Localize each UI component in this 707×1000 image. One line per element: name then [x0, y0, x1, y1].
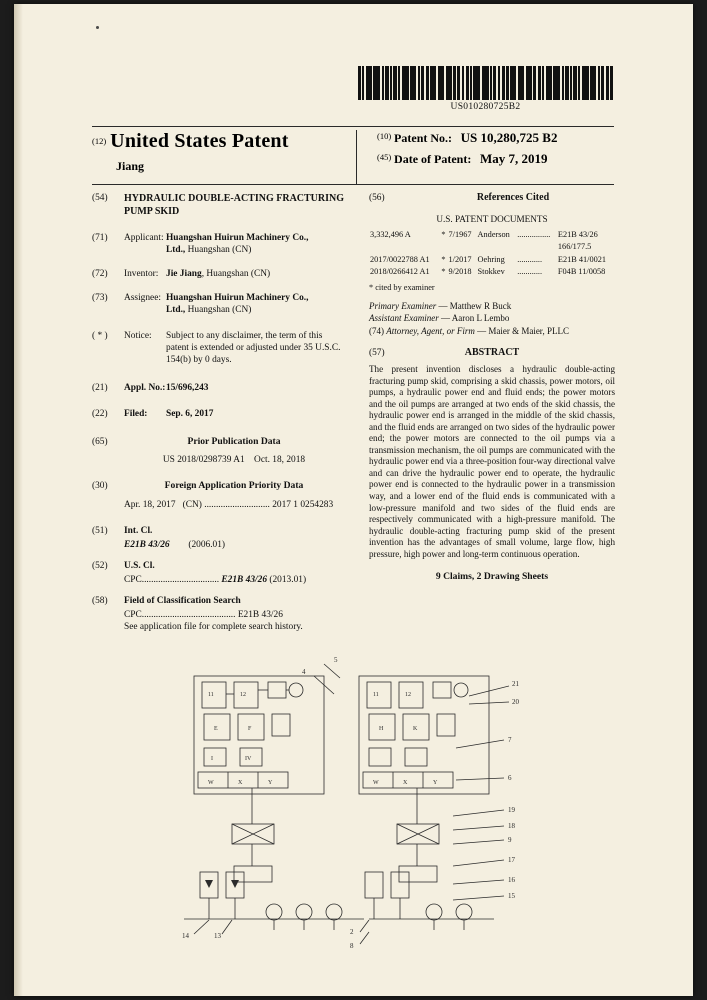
- inventor-city: , Huangshan (CN): [201, 269, 271, 280]
- svg-text:8: 8: [350, 942, 354, 950]
- svg-text:11: 11: [208, 692, 214, 698]
- field-71: [92, 232, 344, 256]
- inventor-surname: Jiang: [116, 159, 145, 173]
- notice-text: Subject to any disclaimer, the term of this patent is extended or adjusted under 35 U.S.C. 154(b) by 0 days.: [166, 331, 341, 366]
- references-table: [369, 230, 615, 280]
- field-notice-num: ( * ): [92, 331, 108, 342]
- ref-patent: 3,332,496 A: [370, 229, 411, 239]
- field-58-num: (58): [92, 596, 108, 607]
- field-52: [92, 560, 344, 586]
- applicant-city: Huangshan (CN): [185, 245, 252, 256]
- uscl-version: (2013.01): [269, 575, 307, 585]
- drawing-svg: [164, 644, 584, 974]
- svg-text:W: W: [208, 780, 214, 786]
- svg-text:6: 6: [508, 774, 512, 782]
- barcode-number: US010280725B2: [450, 102, 521, 112]
- applno-value: 15/696,243: [166, 383, 209, 394]
- table-row: [369, 267, 615, 280]
- code-45: (45): [377, 152, 392, 162]
- svg-text:X: X: [403, 780, 408, 786]
- field-notice: [92, 330, 344, 366]
- svg-text:I: I: [211, 756, 213, 762]
- header-right: [377, 130, 617, 172]
- field-72-num: (72): [92, 269, 108, 280]
- assistant-examiner-line: [369, 313, 615, 325]
- ref-date: 1/2017: [448, 254, 472, 264]
- ref-dots: ................: [517, 229, 551, 239]
- abstract-heading: ABSTRACT: [464, 347, 520, 359]
- foreign-prio-heading: Foreign Application Priority Data: [164, 479, 304, 491]
- field-74-num: (74): [369, 325, 384, 336]
- field-73-num: (73): [92, 293, 108, 304]
- ref-class: E21B 43/26: [557, 229, 598, 239]
- applicant-label: Applicant:: [124, 233, 164, 243]
- table-row: [369, 242, 615, 255]
- svg-text:20: 20: [512, 698, 519, 706]
- field-73: [92, 292, 344, 316]
- assignee-value: [166, 292, 344, 316]
- assistant-examiner-label: Assistant Examiner: [369, 313, 439, 324]
- svg-text:2: 2: [350, 928, 354, 936]
- svg-text:W: W: [373, 780, 379, 786]
- patent-drawing: [164, 644, 584, 974]
- rule-mid: [92, 184, 614, 185]
- inventor-value: [166, 268, 344, 280]
- us-docs-heading: U.S. PATENT DOCUMENTS: [436, 213, 548, 224]
- page-speck: [96, 26, 99, 29]
- intcl-version: (2006.01): [188, 539, 226, 550]
- svg-text:12: 12: [240, 692, 246, 698]
- svg-text:F: F: [248, 726, 252, 732]
- assignee-line2: Ltd.,: [166, 305, 186, 316]
- field-72: [92, 268, 344, 280]
- svg-text:5: 5: [334, 656, 338, 664]
- inventor-name: Jie Jiang: [166, 269, 202, 280]
- applicant-line2: Ltd.,: [166, 245, 186, 256]
- primary-examiner-line: [369, 301, 615, 313]
- filed-value: Sep. 6, 2017: [166, 409, 214, 420]
- patent-number-row: [377, 130, 617, 146]
- code-12: (12): [92, 136, 107, 146]
- ref-date: 9/2018: [448, 267, 472, 277]
- svg-text:21: 21: [512, 680, 519, 688]
- ref-star: *: [441, 254, 446, 264]
- refs-block: [411, 192, 615, 205]
- field-21-num: (21): [92, 383, 108, 394]
- svg-text:16: 16: [508, 876, 515, 884]
- prior-pub-line: [124, 454, 344, 466]
- field-30: [92, 480, 344, 511]
- applicant-value: [166, 232, 344, 256]
- assignee-label: Assignee:: [124, 293, 161, 304]
- uscl-value: E21B 43/26: [221, 575, 268, 585]
- header-left: [92, 130, 362, 174]
- uscl-dots: .................................: [141, 575, 220, 585]
- page-title: United States Patent: [110, 130, 289, 152]
- table-row: [369, 230, 615, 243]
- svg-text:7: 7: [508, 736, 512, 744]
- refs-heading: References Cited: [476, 192, 550, 203]
- ref-patent: 2017/0022788 A1: [370, 254, 430, 264]
- applicant-line1: Huangshan Huirun Machinery Co.,: [166, 233, 309, 243]
- ref-class2: 166/177.5: [557, 242, 592, 252]
- field-22: [92, 408, 344, 420]
- intcl-class: E21B 43/26: [124, 539, 170, 550]
- focs-dots: ........................................: [141, 610, 236, 621]
- svg-text:E: E: [214, 726, 218, 732]
- svg-text:4: 4: [302, 668, 306, 676]
- field-21: [92, 382, 344, 394]
- field-51-num: (51): [92, 525, 108, 536]
- primary-examiner-label: Primary Examiner: [369, 300, 437, 311]
- assignee-line1: Huangshan Huirun Machinery Co.,: [166, 293, 309, 304]
- inventor-label: Inventor:: [124, 269, 159, 280]
- patent-date-row: [377, 151, 617, 167]
- focs-value: E21B 43/26: [237, 610, 283, 621]
- attorney-label: Attorney, Agent, or Firm: [386, 325, 475, 336]
- svg-text:X: X: [238, 780, 243, 786]
- attorney-name: — Maier & Maier, PLLC: [474, 325, 569, 336]
- foreign-prio-date: Apr. 18, 2017: [124, 499, 176, 510]
- code-10: (10): [377, 131, 392, 141]
- header-divider: [356, 130, 357, 184]
- svg-text:18: 18: [508, 822, 515, 830]
- ref-name: Anderson: [477, 229, 510, 239]
- uscl-line: [124, 574, 344, 586]
- ref-dots: ............: [517, 254, 543, 264]
- primary-examiner-name: — Matthew R Buck: [436, 300, 512, 311]
- ref-date: 7/1967: [448, 229, 472, 239]
- abstract-block: [369, 347, 615, 360]
- svg-text:15: 15: [508, 892, 515, 900]
- claims-drawings-line: 9 Claims, 2 Drawing Sheets: [435, 571, 549, 583]
- svg-text:K: K: [413, 726, 418, 732]
- attorney-line: [369, 326, 615, 338]
- svg-text:H: H: [379, 726, 384, 732]
- ref-star: *: [441, 229, 446, 239]
- field-54-num: (54): [92, 193, 108, 203]
- ref-name: Oehring: [477, 254, 505, 264]
- ref-star: *: [441, 267, 446, 277]
- assistant-examiner-name: — Aaron L Lembo: [438, 313, 510, 324]
- field-57-num: (57): [369, 348, 385, 359]
- focs-cpc: CPC: [124, 610, 142, 621]
- intcl-line: [124, 539, 344, 551]
- ref-dots: ............: [517, 267, 543, 277]
- field-54: [92, 192, 344, 218]
- svg-text:13: 13: [214, 932, 221, 940]
- prior-pub-heading: Prior Publication Data: [187, 436, 281, 448]
- patent-date: May 7, 2019: [479, 151, 548, 166]
- table-row: [369, 255, 615, 268]
- field-30-num: (30): [92, 480, 108, 491]
- uscl-block: [124, 560, 344, 586]
- focs-line: [124, 609, 344, 621]
- ref-patent: 2018/0266412 A1: [370, 267, 430, 277]
- patent-no-label: Patent No.:: [394, 131, 453, 145]
- field-58: [92, 595, 344, 633]
- ref-class: E21B 41/0021: [557, 254, 607, 264]
- field-52-num: (52): [92, 560, 108, 571]
- abstract-text: The present invention discloses a hydraulic double-acting fracturing pump skid, comprising a skid chassis, power motors, oil pumps, a hydraulic power end and fluid ends; the power motors and the oil pumps are arranged at two ends of the skid chassis, the hydraulic power end is arranged in the middle of the skid chassis, and the fluid ends are arranged on two sides of the hydraulic power end; the power motors are connected to the oil pumps via a transmission mechanism, the oil pumps are communicated with the hydraulic power end via a three-position four-way directional valve and can drive the hydraulic power end to operate, the hydraulic power end is connected to the hydraulic power in a transmission way, and a lower end of the fluid ends is communicated with a low-pressure manifold and two sides of the fluid ends are respectively communicated with a high-pressure manifold. The hydraulic double-acting fracturing pump skid of the present invention has the advantages of small volume, large flow, high pressure, high power and long-term continuous operation.: [369, 363, 615, 559]
- patent-no: US 10,280,725 B2: [460, 130, 558, 145]
- field-71-num: (71): [92, 233, 108, 243]
- field-51: [92, 525, 344, 551]
- barcode-block: [358, 66, 613, 112]
- invention-title: HYDRAULIC DOUBLE-ACTING FRACTURING PUMP SKID: [124, 193, 345, 217]
- barcode-image: [358, 66, 613, 100]
- field-65-num: (65): [92, 437, 108, 448]
- foreign-prio-block: [124, 480, 344, 511]
- focs-note: See application file for complete search history.: [124, 622, 303, 633]
- right-column: [369, 192, 615, 584]
- ref-name: Stokkev: [477, 267, 505, 277]
- prior-pub-date: Oct. 18, 2018: [254, 454, 306, 465]
- prior-pub-no: US 2018/0298739 A1: [162, 454, 245, 465]
- cited-by-examiner: * cited by examiner: [369, 283, 435, 292]
- uscl-label: U.S. Cl.: [124, 560, 155, 571]
- notice-label: Notice:: [124, 331, 152, 342]
- svg-text:19: 19: [508, 806, 515, 814]
- patent-page: [14, 4, 693, 996]
- field-22-num: (22): [92, 409, 108, 420]
- intcl-label: Int. Cl.: [124, 525, 153, 536]
- field-56: [369, 192, 615, 205]
- left-column: [92, 192, 344, 642]
- svg-text:Y: Y: [268, 780, 273, 786]
- intcl-block: [124, 525, 344, 551]
- prior-pub-block: [124, 436, 344, 465]
- applno-label: Appl. No.:: [124, 383, 166, 394]
- svg-text:IV: IV: [245, 756, 252, 762]
- assignee-city: Huangshan (CN): [185, 305, 252, 316]
- uscl-cpc: CPC: [124, 575, 142, 585]
- title-line: [92, 130, 362, 153]
- svg-text:Y: Y: [433, 780, 438, 786]
- rule-top: [92, 126, 614, 127]
- svg-text:11: 11: [373, 692, 379, 698]
- foreign-prio-line: [124, 499, 344, 511]
- focs-block: [124, 595, 344, 633]
- svg-text:17: 17: [508, 856, 515, 864]
- foreign-prio-appno: 2017 1 0254283: [272, 499, 334, 510]
- field-56-num: (56): [369, 193, 385, 203]
- svg-text:14: 14: [182, 932, 189, 940]
- focs-label: Field of Classification Search: [124, 596, 241, 607]
- ref-class: F04B 11/0058: [557, 267, 606, 277]
- svg-text:12: 12: [405, 692, 411, 698]
- svg-text:9: 9: [508, 836, 512, 844]
- foreign-prio-country: (CN): [182, 499, 202, 510]
- field-65: [92, 436, 344, 465]
- date-label: Date of Patent:: [394, 152, 472, 166]
- filed-label: Filed:: [124, 409, 148, 420]
- foreign-prio-dots: ............................: [204, 499, 270, 510]
